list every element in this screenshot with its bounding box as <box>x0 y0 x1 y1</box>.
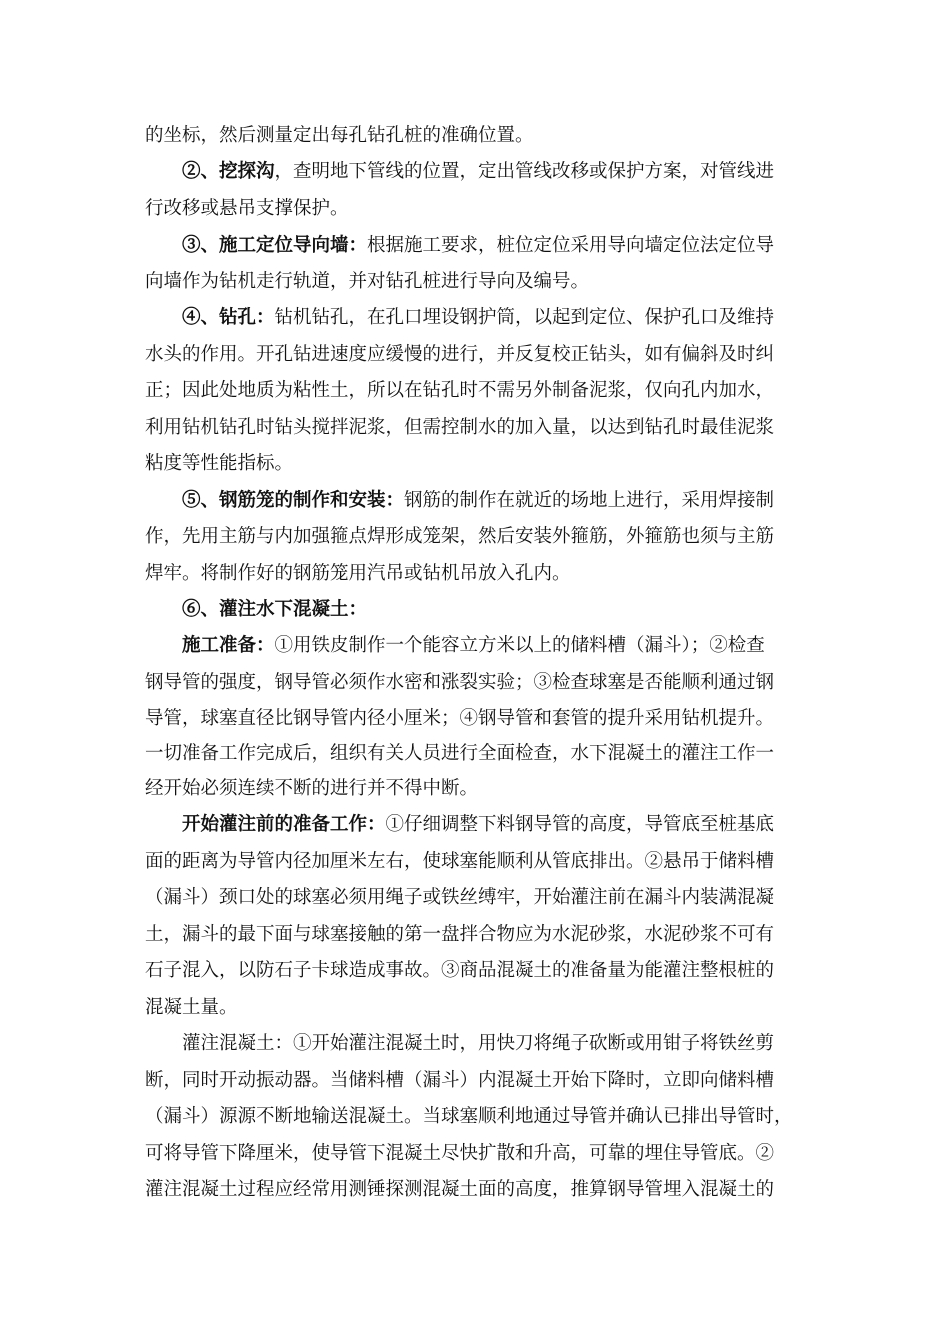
paragraph-line <box>145 379 815 403</box>
text: ①仔细调整下料钢导管的高度，导管底至桩基底 <box>385 814 775 835</box>
paragraph-line <box>145 886 815 910</box>
paragraph-line <box>145 1105 815 1129</box>
text: 钢筋的制作在就近的场地上进行，采用焊接制 <box>404 490 775 511</box>
text: 灌注混凝土过程应经常用测锤探测混凝土面的高度，推算钢导管埋入混凝土的 <box>145 1179 775 1200</box>
text: 焊牢。将制作好的钢筋笼用汽吊或钻机吊放入孔内。 <box>145 563 571 584</box>
section-heading: ⑥、灌注水下混凝土： <box>182 599 368 620</box>
text: 钻机钻孔，在孔口埋设钢护筒，以起到定位、保护孔口及维持 <box>274 307 775 328</box>
paragraph-line <box>182 1032 815 1056</box>
paragraph-line <box>145 270 815 294</box>
paragraph-line <box>145 1142 815 1166</box>
paragraph-line <box>145 124 815 148</box>
text: （漏斗）源源不断地输送混凝土。当球塞顺利地通过导管并确认已排出导管时， <box>145 1106 793 1127</box>
text: 石子混入，以防石子卡球造成事故。③商品混凝土的准备量为能灌注整根桩的 <box>145 960 775 981</box>
text: （漏斗）颈口处的球塞必须用绳子或铁丝缚牢，开始灌注前在漏斗内装满混凝 <box>145 887 775 908</box>
paragraph-line <box>182 634 815 658</box>
section-heading: ②、挖探沟 <box>182 161 275 182</box>
section-heading: ④、钻孔： <box>182 307 275 328</box>
text: 土，漏斗的最下面与球塞接触的第一盘拌合物应为水泥砂浆，水泥砂浆不可有 <box>145 924 775 945</box>
text: 面的距离为导管内径加厘米左右，使球塞能顺利从管底排出。②悬吊于储料槽 <box>145 851 775 872</box>
paragraph-line <box>145 525 815 549</box>
text: 粘度等性能指标。 <box>145 453 294 474</box>
paragraph-line <box>145 343 815 367</box>
paragraph-line <box>145 452 815 476</box>
text: 的坐标，然后测量定出每孔钻孔桩的准确位置。 <box>145 125 534 146</box>
section-heading: ③、施工定位导向墙： <box>182 235 368 256</box>
text: 混凝土量。 <box>145 997 238 1018</box>
text: 经开始必须连续不断的进行并不得中断。 <box>145 778 479 799</box>
text: 可将导管下降厘米，使导管下混凝土尽快扩散和升高，可靠的埋住导管底。② <box>145 1143 775 1164</box>
paragraph-line <box>145 777 815 801</box>
text: ①用铁皮制作一个能容立方米以上的储料槽（漏斗）；②检查 <box>274 635 765 656</box>
paragraph-line <box>145 850 815 874</box>
paragraph-line <box>145 742 815 766</box>
paragraph-line <box>182 598 815 622</box>
text: 断，同时开动振动器。当储料槽（漏斗）内混凝土开始下降时，立即向储料槽 <box>145 1070 775 1091</box>
paragraph-line <box>145 1069 815 1093</box>
text: 灌注混凝土：①开始灌注混凝土时，用快刀将绳子砍断或用钳子将铁丝剪 <box>182 1033 775 1054</box>
paragraph-line <box>145 996 815 1020</box>
paragraph-line <box>145 923 815 947</box>
paragraph-line <box>145 562 815 586</box>
text: 作，先用主筋与内加强箍点焊形成笼架，然后安装外箍筋，外箍筋也须与主筋 <box>145 526 775 547</box>
text: ，查明地下管线的位置，定出管线改移或保护方案，对管线进 <box>274 161 775 182</box>
text: 水头的作用。开孔钻进速度应缓慢的进行，并反复校正钻头，如有偏斜及时纠 <box>145 344 775 365</box>
text: 向墙作为钻机走行轨道，并对钻孔桩进行导向及编号。 <box>145 271 590 292</box>
section-heading: ⑤、钢筋笼的制作和安装： <box>182 490 405 511</box>
section-heading: 施工准备： <box>182 635 275 656</box>
paragraph-line <box>145 416 815 440</box>
paragraph-line <box>145 1178 815 1202</box>
paragraph-line <box>182 160 815 184</box>
text: 正；因此处地质为粘性土，所以在钻孔时不需另外制备泥浆，仅向孔内加水， <box>145 380 775 401</box>
paragraph-line <box>145 707 815 731</box>
paragraph-line <box>145 959 815 983</box>
paragraph-line <box>145 197 815 221</box>
text: 利用钻机钻孔时钻头搅拌泥浆，但需控制水的加入量，以达到钻孔时最佳泥浆 <box>145 417 775 438</box>
text: 导管，球塞直径比钢导管内径小厘米；④钢导管和套管的提升采用钻机提升。 <box>145 708 775 729</box>
paragraph-line <box>182 813 815 837</box>
section-heading: 开始灌注前的准备工作： <box>182 814 386 835</box>
paragraph-line <box>182 306 815 330</box>
text: 行改移或悬吊支撑保护。 <box>145 198 349 219</box>
text: 钢导管的强度，钢导管必须作水密和涨裂实验；③检查球塞是否能顺利通过钢 <box>145 672 775 693</box>
paragraph-line <box>182 234 815 258</box>
paragraph-line <box>145 671 815 695</box>
text: 根据施工要求，桩位定位采用导向墙定位法定位导 <box>367 235 775 256</box>
paragraph-line <box>182 489 815 513</box>
text: 一切准备工作完成后，组织有关人员进行全面检查，水下混凝土的灌注工作一 <box>145 743 775 764</box>
